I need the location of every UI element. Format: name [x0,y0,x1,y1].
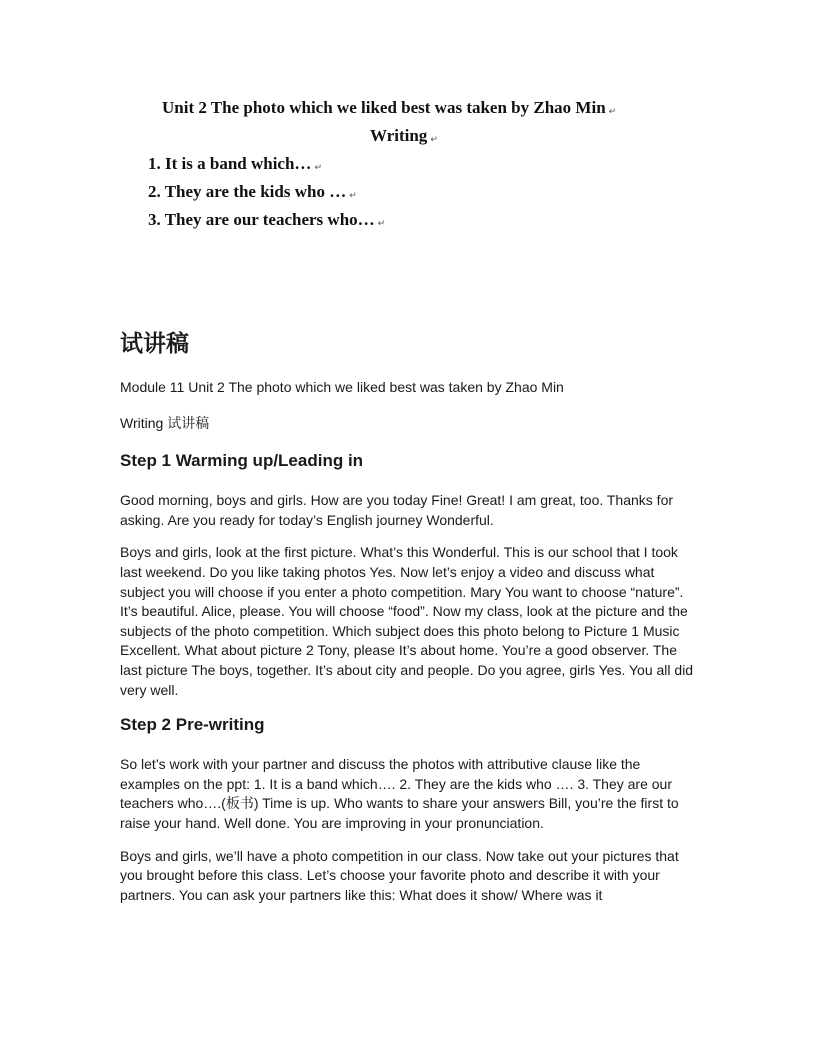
step2-paragraph-1: So let’s work with your partner and discuss the photos with attributive clause like the examples on the ppt: 1. It is a band which…. 2. They are the kids who …. 3. They are our teachers who….(板书) Time is up. Who wants to share your answers Bill, you’re the first to raise your hand. Well done. You are improving in your pronunciation. [120,756,679,831]
page-heading: 试讲稿 [120,331,189,357]
board-item-text: 2. They are the kids who … [148,182,347,201]
board-item-2 [148,182,357,202]
paragraph-mark-icon: ↵ [349,191,357,201]
board-item-1 [148,154,322,174]
writing-line: Writing 试讲稿 [120,414,210,431]
board-subtitle [370,126,438,146]
board-title [162,98,616,118]
board-item-3 [148,210,385,230]
module-line: Module 11 Unit 2 The photo which we liked best was taken by Zhao Min [120,379,564,395]
paragraph-mark-icon: ↵ [430,135,438,145]
board-title-text: Unit 2 The photo which we liked best was taken by Zhao Min [162,98,606,117]
step1-paragraph-1: Good morning, boys and girls. How are you today Fine! Great! I am great, too. Thanks for asking. Are you ready for today’s English journey Wonderful. [120,492,674,528]
paragraph-mark-icon: ↵ [608,107,617,117]
board-subtitle-text: Writing [370,126,428,145]
paragraph-mark-icon: ↵ [314,163,322,173]
board-item-text: 1. It is a band which… [148,154,312,173]
document-body [120,328,700,918]
paragraph-mark-icon: ↵ [377,219,386,229]
board-item-text: 3. They are our teachers who… [148,210,375,229]
step2-heading: Step 2 Pre-writing [120,715,265,735]
step2-paragraph-2: Boys and girls, we’ll have a photo competition in our class. Now take out your pictures that you brought before this class. Let’s choose your favorite photo and describe it with your partners. You can ask your partners like this: What does it show/ Where was it [120,847,679,903]
step1-heading: Step 1 Warming up/Leading in [120,451,364,471]
step1-paragraph-2: Boys and girls, look at the first picture. What’s this Wonderful. This is our school that I took last weekend. Do you like taking photos Yes. Now let’s enjoy a video and discuss what subject you will choose if you enter a photo competition. Mary You want to choose “nature”. It’s beautiful. Alice, please. You will choose “food”. Now my class, look at the picture and the subjects of the photo competition. Which subject does this photo belong to Picture 1 Music Excellent. What about picture 2 Tony, please It’s about home. You’re a good observer. The last picture The boys, together. It’s about city and people. Do you agree, girls Yes. You all did very well. [120,544,694,698]
